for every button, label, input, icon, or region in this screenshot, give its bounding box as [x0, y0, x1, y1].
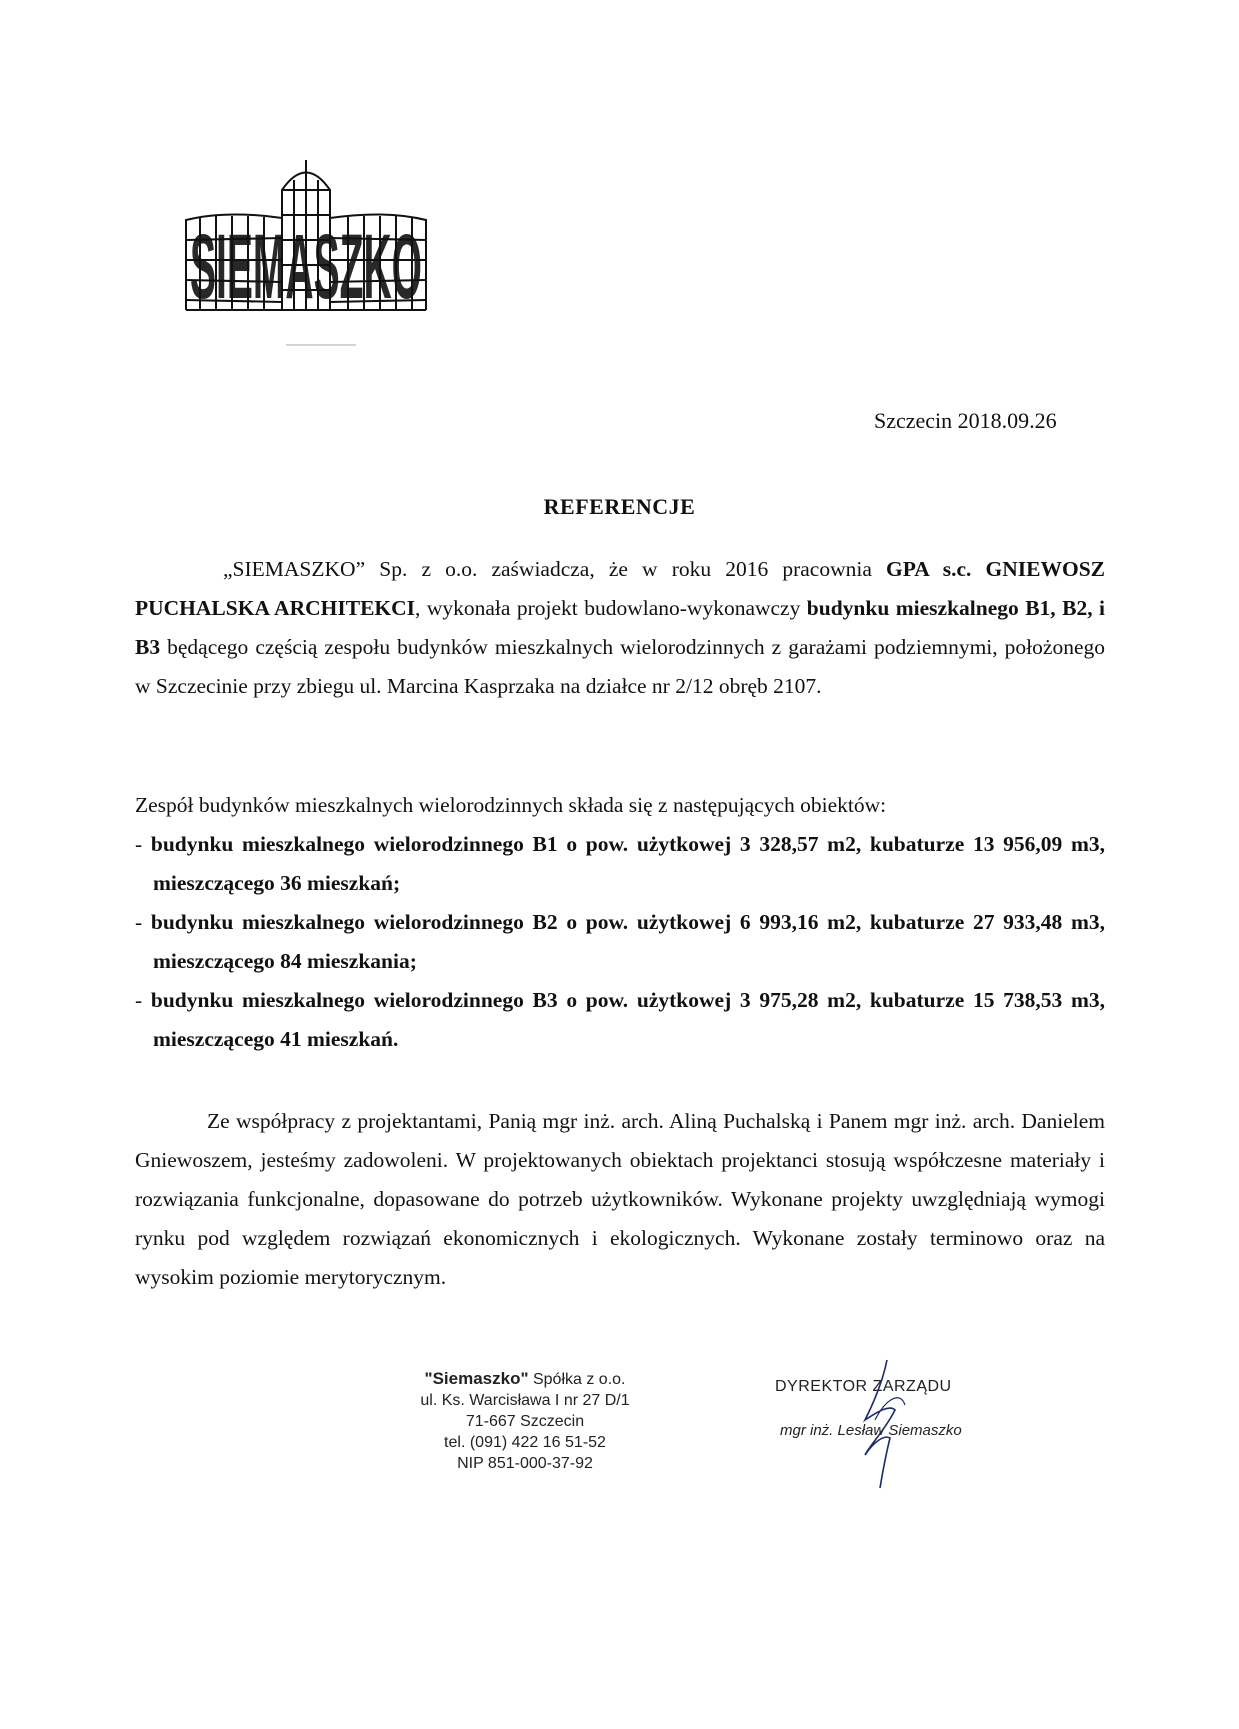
- paragraph-cooperation: Ze współpracy z projektantami, Panią mgr inż. arch. Aliną Puchalską i Panem mgr inż. arch. Danielem Gniewoszem, jesteśmy zadowoleni. W projektowanych obiektach projektanci stosują współczesne materiały i rozwiązania funkcjonalne, dopasowane do potrzeb użytkowników. Wykonane projekty uwzględniają wymogi rynku pod względem rozwiązań ekonomicznych i ekologicznych. Wykonane zostały terminowo oraz na wysokim poziomie merytorycznym.: [135, 1109, 1105, 1289]
- p1-text-3: będącego częścią zespołu budynków mieszkalnych wielorodzinnych z garażami podziemnymi, położonego w Szczecinie przy zbiegu ul. Marcina Kasprzaka na działce nr 2/12 obręb 2107.: [135, 635, 1105, 698]
- building-b1-text: budynku mieszkalnego wielorodzinnego B1 o pow. użytkowej 3 328,57 m2, kubaturze 13 956,09 m3, mieszczącego 36 mieszkań;: [150, 832, 1105, 895]
- signatory-role: DYREKTOR ZARZĄDU: [775, 1378, 952, 1395]
- p1-text-2: , wykonała projekt budowlano-wykonawczy: [415, 596, 807, 620]
- p1-firm-name: GPA s.c. GNIEWOSZ PUCHALSKA ARCHITEKCI: [135, 557, 1105, 620]
- company-nip: NIP 851-000-37-92: [457, 1455, 593, 1472]
- list-dash: -: [135, 910, 151, 934]
- list-item-building-b2: [135, 903, 1105, 981]
- paragraph-certification: [135, 550, 1105, 706]
- company-name: "Siemaszko": [424, 1369, 529, 1388]
- handwritten-signature: [845, 1360, 925, 1490]
- list-item-building-b3: [135, 981, 1105, 1059]
- company-street: ul. Ks. Warcisława I nr 27 D/1: [420, 1392, 630, 1409]
- paragraph-buildings: [135, 786, 1105, 1059]
- p1-text-1: „SIEMASZKO” Sp. z o.o. zaświadcza, że w roku 2016 pracownia: [223, 557, 887, 581]
- p1-building-name: budynku mieszkalnego B1, B2, i B3: [135, 596, 1105, 659]
- building-b3-text: budynku mieszkalnego wielorodzinnego B3 o pow. użytkowej 3 975,28 m2, kubaturze 15 738,53 m3, mieszczącego 41 mieszkań.: [150, 988, 1105, 1051]
- list-dash: -: [135, 832, 151, 856]
- list-item-building-b1: [135, 825, 1105, 903]
- document-title: REFERENCJE: [543, 494, 696, 519]
- list-dash: -: [135, 988, 151, 1012]
- company-phone: tel. (091) 422 16 51-52: [444, 1434, 606, 1451]
- company-city: 71-667 Szczecin: [465, 1413, 585, 1430]
- buildings-intro: Zespół budynków mieszkalnych wielorodzinnych składa się z następujących obiektów:: [135, 793, 887, 817]
- building-b2-text: budynku mieszkalnego wielorodzinnego B2 o pow. użytkowej 6 993,16 m2, kubaturze 27 933,48 m3, mieszczącego 84 mieszkania;: [150, 910, 1105, 973]
- siemaszko-logo-graphic: [186, 160, 426, 360]
- signatory-name: mgr inż. Lesław Siemaszko: [780, 1422, 962, 1439]
- company-stamp: [395, 1368, 655, 1474]
- company-form: Spółka z o.o.: [528, 1371, 626, 1388]
- place-and-date: Szczecin 2018.09.26: [874, 408, 1057, 433]
- logo-text: SIEMASZKO: [190, 216, 422, 318]
- company-logo: [186, 160, 426, 360]
